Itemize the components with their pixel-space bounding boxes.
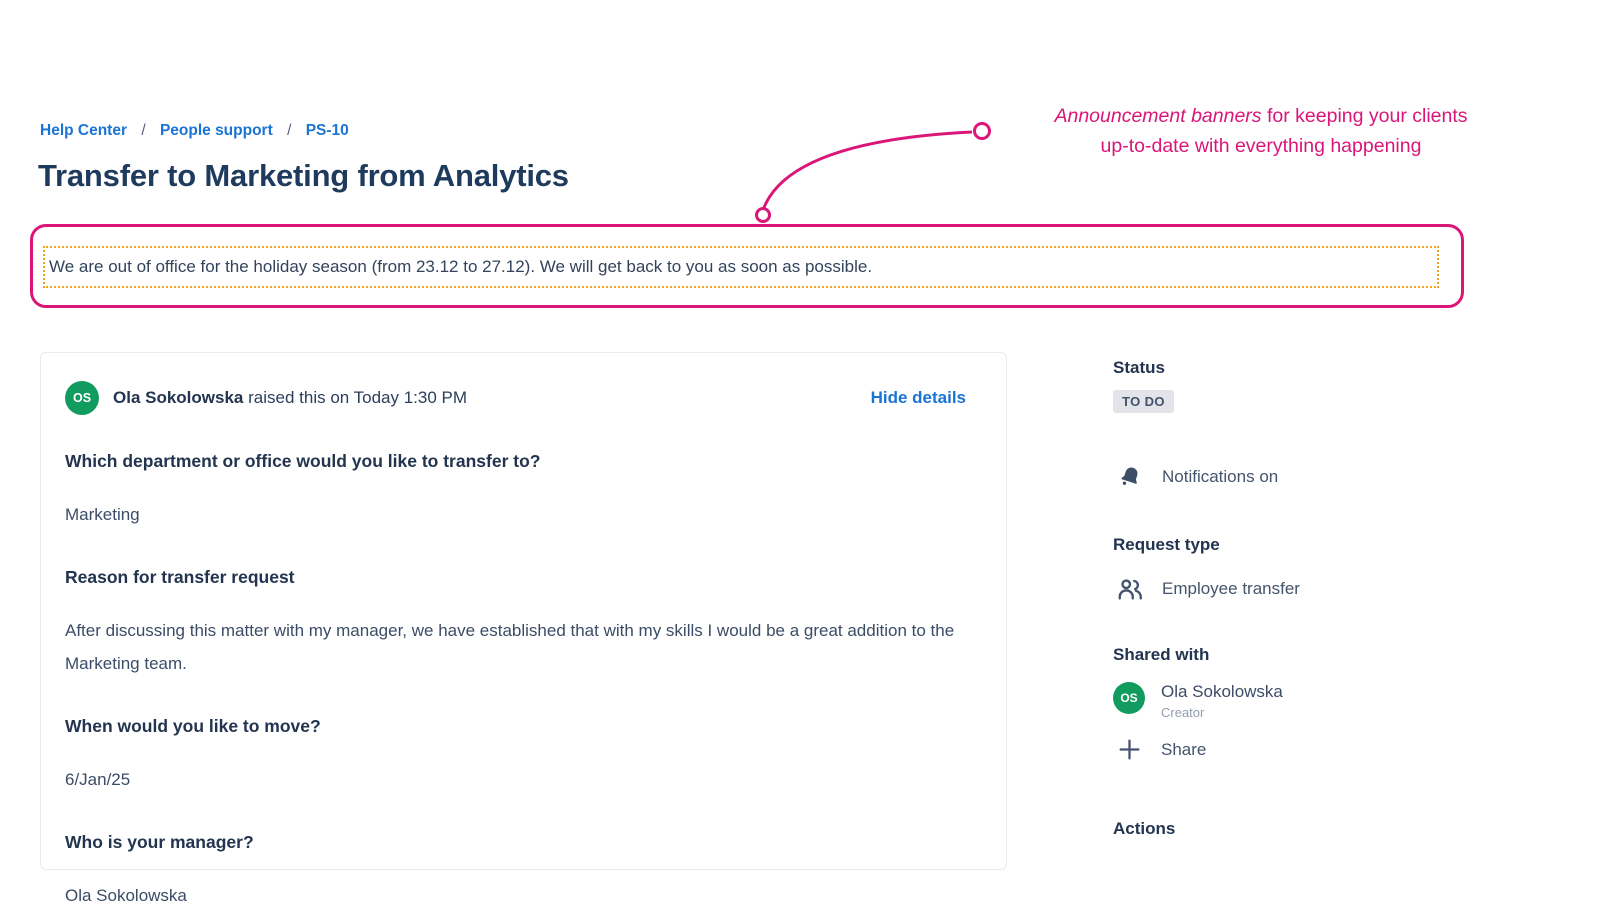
field-answer: 6/Jan/25: [65, 770, 131, 789]
share-button[interactable]: [1114, 737, 1206, 762]
request-details-card: [40, 352, 1007, 905]
breadcrumb-people-support[interactable]: People support: [159, 122, 273, 139]
people-icon: [1115, 574, 1145, 604]
annotation-line1-rest: for keeping your clients: [1261, 105, 1468, 127]
field-answer: After discussing this matter with my manager, we have established that with my skills I would be a great addition to the Marketing team.: [65, 621, 955, 673]
page-title: Transfer to Marketing from Analytics: [38, 158, 569, 193]
shared-person-row: [1113, 682, 1283, 720]
field-question: Reason for transfer request: [65, 567, 295, 587]
field-question: Which department or office would you like to transfer to?: [65, 451, 541, 471]
breadcrumb: [40, 122, 349, 140]
field-question: When would you like to move?: [65, 716, 321, 736]
shared-person-meta: [1161, 682, 1283, 720]
announcement-banner: [30, 224, 1464, 308]
shared-with-label: Shared with: [1113, 645, 1210, 664]
request-type-label: Request type: [1113, 535, 1220, 554]
breadcrumb-separator: /: [141, 122, 146, 139]
annotation-line1: [1000, 101, 1522, 131]
notifications-label: Notifications on: [1162, 466, 1279, 486]
status-label: Status: [1113, 358, 1165, 377]
request-fields: [65, 451, 966, 912]
notifications-toggle[interactable]: [1115, 464, 1278, 489]
plus-icon: [1114, 737, 1144, 762]
request-sidebar: [1113, 352, 1513, 900]
breadcrumb-help-center[interactable]: Help Center: [40, 122, 127, 139]
actions-label: Actions: [1113, 819, 1176, 838]
request-type-row: [1115, 574, 1300, 604]
annotation-line2: up-to-date with everything happening: [1100, 135, 1422, 157]
shared-person-avatar: OS: [1113, 682, 1145, 714]
field-answer: Marketing: [65, 505, 140, 524]
annotation-highlight: Announcement banners: [1054, 105, 1262, 127]
field-question: Who is your manager?: [65, 832, 254, 852]
bell-icon: [1115, 464, 1145, 489]
reporter-avatar: OS: [65, 381, 99, 415]
announcement-banner-message: We are out of office for the holiday season (from 23.12 to 27.12). We will get back to you as soon as possible.: [49, 257, 873, 276]
breadcrumb-separator: /: [287, 122, 292, 139]
shared-person-name: Ola Sokolowska: [1161, 682, 1283, 701]
field-answer: Ola Sokolowska: [65, 886, 187, 905]
share-label: Share: [1161, 739, 1207, 759]
request-type-value: Employee transfer: [1162, 579, 1300, 598]
reporter-line: [113, 388, 467, 408]
status-badge: TO DO: [1113, 390, 1174, 413]
hide-details-link[interactable]: Hide details: [870, 388, 966, 407]
breadcrumb-ticket-id[interactable]: PS-10: [305, 122, 349, 139]
announcement-banner-dotted-area: [43, 246, 1439, 288]
reporter-name: Ola Sokolowska: [113, 388, 244, 407]
annotation-note: [1000, 101, 1522, 161]
request-card-header: [65, 381, 966, 415]
raised-text: raised this on Today 1:30 PM: [243, 388, 468, 407]
shared-person-role: Creator: [1161, 705, 1205, 720]
